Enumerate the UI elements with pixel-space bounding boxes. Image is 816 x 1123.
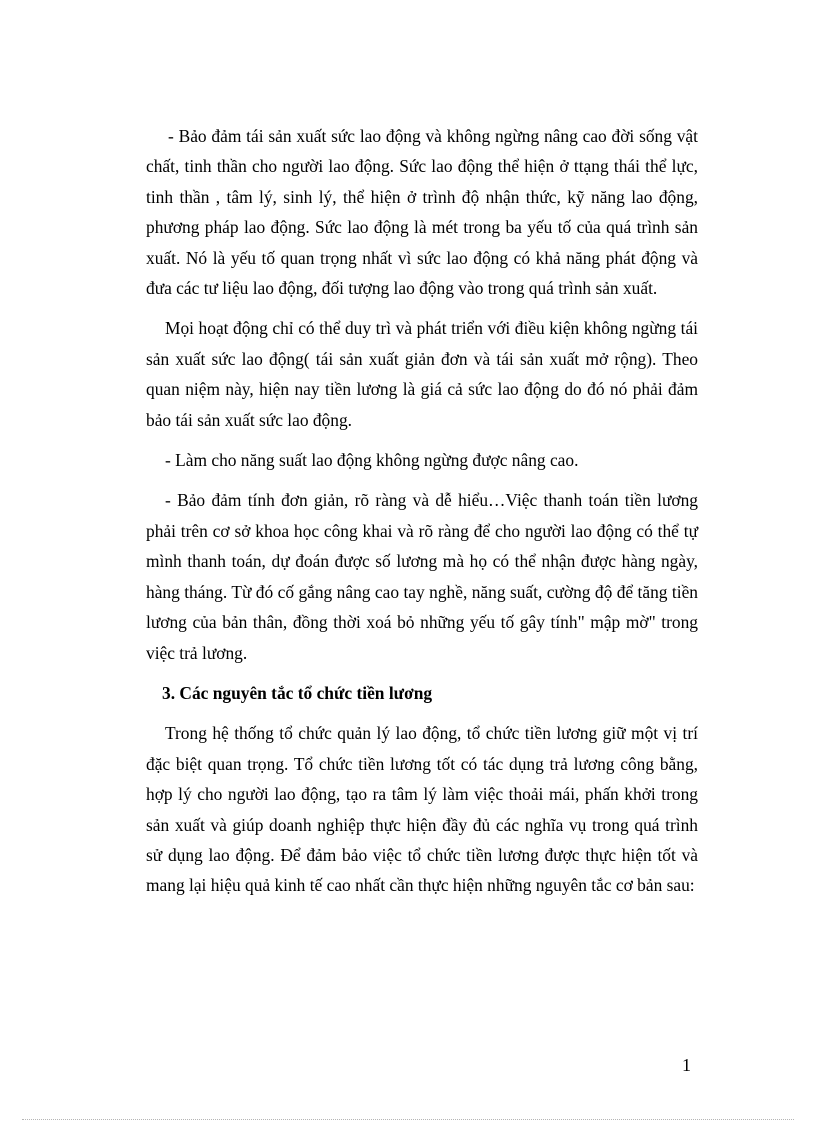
paragraph-productivity: - Làm cho năng suất lao động không ngừng được nâng cao. — [165, 450, 579, 471]
section-heading: 3. Các nguyên tắc tổ chức tiền lương — [162, 682, 433, 703]
paragraph-gap — [146, 303, 698, 313]
paragraph-simplicity: - Bảo đảm tính đơn giản, rõ ràng và dễ hiểu…Việc thanh toán tiền lương phải trên cơ sở khoa học công khai và rõ ràng để cho người lao động có thể tự mình thanh toán, dự đoán được số lương mà họ có thể nhận được hàng ngày, hàng tháng. Từ đó cố gắng nâng cao tay nghề, năng suất, cường độ để tăng tiền lương của bản thân, đồng thời xoá bỏ những yếu tố gây tính" mập mờ" trong việc trả lương. — [146, 490, 698, 663]
paragraph-gap — [146, 475, 698, 485]
paragraph-labor-reproduction: - Bảo đảm tái sản xuất sức lao động và không ngừng nâng cao đời sống vật chất, tinh thần cho người lao động. Sức lao động thể hiện ở ttạng thái thể lực, tinh thần , tâm lý, sinh lý, thể hiện ở trình độ nhận thức, kỹ năng lao động, phương pháp lao động. Sức lao động là mét trong ba yếu tố của quá trình sản xuất. Nó là yếu tố quan trọng nhất vì sức lao động có khả năng phát động và đưa các tư liệu lao động, đối tượng lao động vào trong quá trình sản xuất. — [146, 126, 698, 299]
paragraph-gap — [146, 708, 698, 718]
paragraph-gap — [146, 668, 698, 678]
paragraph-wage-organization: Trong hệ thống tổ chức quản lý lao động, tổ chức tiền lương giữ một vị trí đặc biệt quan trọng. Tổ chức tiền lương tốt có tác dụng trả lương công bằng, hợp lý cho người lao động, tạo ra tâm lý làm việc thoải mái, phấn khởi trong sản xuất và giúp doanh nghiệp thực hiện đầy đủ các nghĩa vụ trong quá trình sử dụng lao động. Để đảm bảo việc tổ chức tiền lương được thực hiện tốt và mang lại hiệu quả kinh tế cao nhất cần thực hiện những nguyên tắc cơ bản sau: — [146, 723, 698, 896]
paragraph-gap — [146, 435, 698, 445]
paragraph-reproduction-condition: Mọi hoạt động chỉ có thể duy trì và phát triển với điều kiện không ngừng tái sản xuất sức lao động( tái sản xuất giản đơn và tái sản xuất mở rộng). Theo quan niệm này, hiện nay tiền lương là giá cả sức lao động do đó nó phải đảm bảo tái sản xuất sức lao động. — [146, 318, 698, 430]
page-number: 1 — [682, 1055, 691, 1075]
page-body — [146, 121, 698, 901]
footer-divider — [22, 1119, 794, 1120]
